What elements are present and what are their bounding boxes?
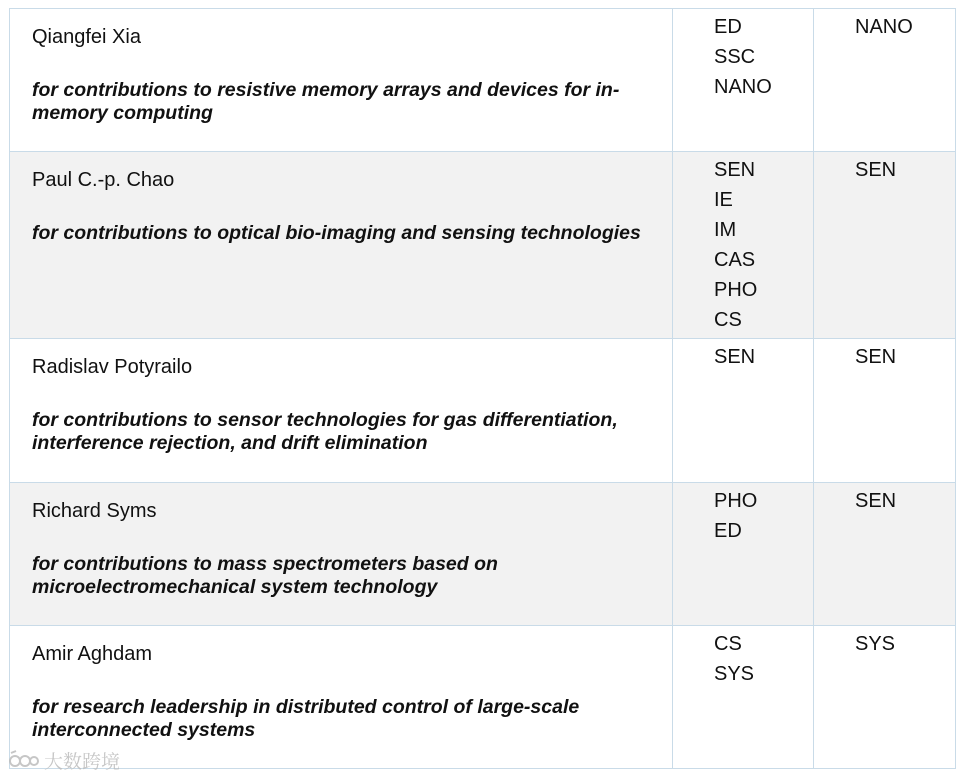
society-item: SYS [714, 663, 755, 685]
societies-list [714, 486, 813, 546]
fellow-cell [10, 483, 673, 626]
fellow-cell [10, 339, 673, 483]
evaluating-society-cell [814, 626, 956, 769]
evaluating-society: SEN [855, 346, 897, 368]
watermark-logo-icon [8, 749, 40, 771]
society-item: ED [714, 520, 742, 542]
evaluating-society: NANO [855, 16, 913, 38]
table-row [10, 339, 956, 483]
watermark-text: 大数跨境 [44, 750, 121, 773]
society-item: CAS [714, 249, 756, 271]
society-item: CS [714, 309, 742, 331]
fellow-citation: for contributions to resistive memory arrays and devices for in-memory computing [32, 79, 620, 124]
fellows-table [9, 8, 956, 769]
society-item: ED [714, 16, 742, 38]
society-item: NANO [714, 76, 772, 98]
fellow-citation: for contributions to mass spectrometers based on microelectromechanical system technology [32, 553, 498, 598]
society-item: IE [714, 189, 733, 211]
societies-cell [673, 483, 814, 626]
fellow-name: Qiangfei Xia [32, 26, 141, 48]
evaluating-society: SEN [855, 159, 897, 181]
societies-cell [673, 152, 814, 339]
society-item: PHO [714, 279, 758, 301]
fellow-citation: for contributions to optical bio-imaging and sensing technologies [32, 222, 641, 244]
societies-list [714, 629, 813, 689]
fellow-name: Radislav Potyrailo [32, 356, 193, 378]
evaluating-society: SEN [855, 490, 897, 512]
society-item: CS [714, 633, 742, 655]
table-row [10, 483, 956, 626]
societies-cell [673, 9, 814, 152]
society-item: SEN [714, 159, 756, 181]
fellow-name: Amir Aghdam [32, 643, 153, 665]
evaluating-society-cell [814, 483, 956, 626]
fellow-name: Paul C.-p. Chao [32, 169, 175, 191]
societies-list [714, 12, 813, 102]
fellow-citation: for contributions to sensor technologies for gas differentiation, interference rejection, and drift elimination [32, 409, 618, 454]
fellow-citation: for research leadership in distributed control of large-scale interconnected systems [32, 696, 580, 741]
table-row [10, 152, 956, 339]
evaluating-society-cell [814, 9, 956, 152]
table-row [10, 9, 956, 152]
society-item: SSC [714, 46, 756, 68]
fellow-name: Richard Syms [32, 500, 157, 522]
society-item: IM [714, 219, 737, 241]
fellows-table-body [10, 9, 956, 769]
watermark [8, 745, 120, 775]
fellow-cell [10, 152, 673, 339]
evaluating-society: SYS [855, 633, 896, 655]
society-item: SEN [714, 346, 756, 368]
evaluating-society-cell [814, 339, 956, 483]
fellow-cell [10, 9, 673, 152]
society-item: PHO [714, 490, 758, 512]
societies-cell [673, 339, 814, 483]
table-row [10, 626, 956, 769]
evaluating-society-cell [814, 152, 956, 339]
societies-list [714, 342, 813, 372]
societies-cell [673, 626, 814, 769]
societies-list [714, 155, 813, 335]
